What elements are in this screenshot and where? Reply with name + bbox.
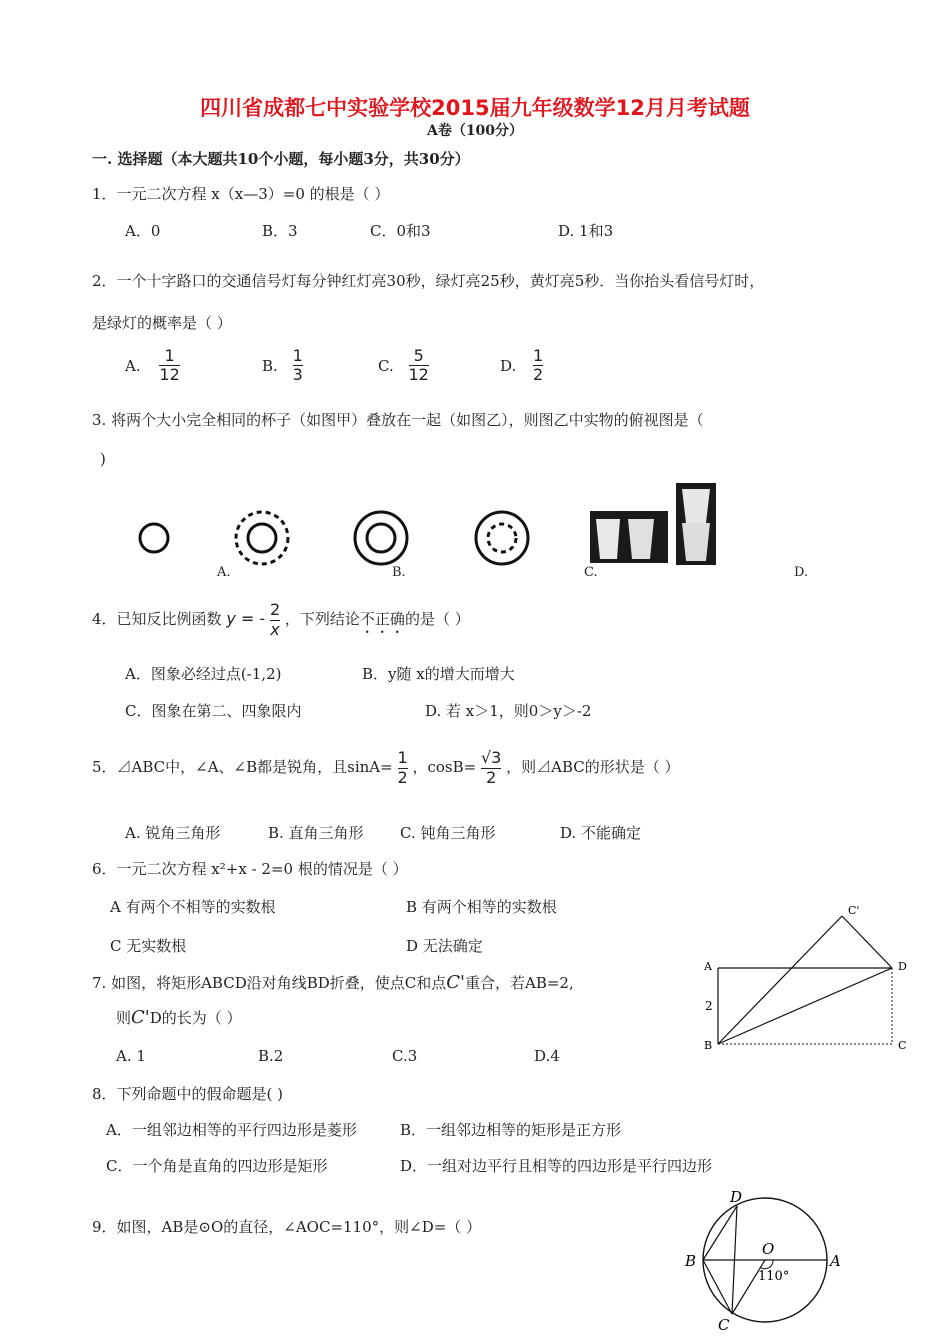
q3-option-b: B. <box>392 565 406 580</box>
q9-stem: 9．如图，AB是⊙O的直径，∠AOC=110°，则∠D=（ ） <box>92 1218 482 1236</box>
q2-stem-line2: 是绿灯的概率是（ ） <box>92 314 232 332</box>
cup-left-1 <box>596 519 620 559</box>
q2-option-d <box>500 347 543 385</box>
q7-stem-line1 <box>92 972 574 993</box>
page-subtitle: A卷（100分） <box>426 123 524 139</box>
q6-option-c: C 无实数根 <box>110 937 187 955</box>
q2-b-numerator: 1 <box>292 346 303 365</box>
q4-option-c: C．图象在第二、四象限内 <box>125 702 302 720</box>
q4-function-fraction <box>270 601 280 639</box>
q9-label-b: B <box>685 1252 697 1270</box>
q5-sin-denominator: 2 <box>397 767 408 787</box>
q2-option-d-fraction <box>533 347 543 385</box>
q5-option-c: C. 钝角三角形 <box>400 824 496 842</box>
cup-stacked-bottom <box>682 523 710 561</box>
q5-prefix: 5．⊿ABC中，∠A、∠B都是锐角，且sinA= <box>92 758 393 776</box>
q9-circle-figure <box>680 1186 850 1344</box>
q2-d-numerator: 1 <box>533 346 544 365</box>
q3-fig-a-circle <box>140 524 168 552</box>
q3-top-view-figures <box>130 505 550 575</box>
q2-option-a-label: A. <box>125 356 141 375</box>
q3-option-d: D. <box>794 565 809 580</box>
q3-fig-c-inner-circle <box>367 524 395 552</box>
q7-option-c: C.3 <box>392 1047 418 1065</box>
q7-label-c: C <box>898 1039 907 1052</box>
q4-emphasis-text: 不正确 <box>359 610 405 628</box>
q9-segment-bc <box>703 1260 732 1314</box>
q2-b-denominator: 3 <box>292 365 303 385</box>
cup-left-2 <box>628 519 654 559</box>
q4-option-a: A．图象必经过点(-1,2) <box>125 665 282 683</box>
q7-segment-cprime-d <box>842 916 892 968</box>
q8-option-a: A．一组邻边相等的平行四边形是菱形 <box>106 1121 357 1139</box>
q3-fig-c-outer-circle <box>355 512 407 564</box>
q1-option-b: B．3 <box>262 222 298 240</box>
q8-option-c: C．一个角是直角的四边形是矩形 <box>106 1157 328 1175</box>
q2-d-denominator: 2 <box>533 365 544 385</box>
q6-option-a: A 有两个不相等的实数根 <box>110 898 276 916</box>
q7-cprime-label: C' <box>446 972 465 993</box>
q8-stem: 8．下列命题中的假命题是( ) <box>92 1085 284 1103</box>
q4-suffix-b: 的是（ ） <box>404 610 470 628</box>
q9-label-o: O <box>762 1240 775 1258</box>
q3-fig-d-outer-circle <box>476 512 528 564</box>
q1-stem: 1．一元二次方程 x（x—3）=0 的根是（ ） <box>92 185 390 203</box>
q5-option-d: D. 不能确定 <box>560 824 642 842</box>
q2-c-numerator: 5 <box>413 346 424 365</box>
q7-label-cprime: C' <box>848 904 860 917</box>
q2-stem-line1: 2．一个十字路口的交通信号灯每分钟红灯亮30秒，绿灯亮25秒，黄灯亮5秒．当你抬头看信号灯时， <box>92 272 765 290</box>
q5-sin-numerator: 1 <box>397 748 408 768</box>
section-heading: 一. 选择题（本大题共10个小题，每小题3分，共30分） <box>92 150 470 168</box>
q9-label-d: D <box>730 1188 743 1206</box>
q7-label-b: B <box>704 1039 713 1052</box>
q5-cos-fraction <box>481 749 501 787</box>
q9-segment-bd <box>703 1206 737 1260</box>
q4-option-b: B．y随 x的增大而增大 <box>362 665 515 683</box>
q9-label-c: C <box>718 1316 730 1334</box>
q2-option-d-label: D. <box>500 356 517 375</box>
q7-option-b: B.2 <box>258 1047 284 1065</box>
q2-option-c-fraction <box>409 347 429 385</box>
q7-line1a: 7. 如图，将矩形ABCD沿对角线BD折叠，使点C和点 <box>92 974 447 992</box>
q8-option-b: B．一组邻边相等的矩形是正方形 <box>400 1121 622 1139</box>
q4-function-lhs: y = - <box>226 609 266 628</box>
q5-cos-numerator: √3 <box>480 748 502 768</box>
q1-option-a: A．0 <box>125 222 161 240</box>
q2-option-b <box>262 347 303 385</box>
q5-cos-denominator: 2 <box>486 767 497 787</box>
q3-option-c: C. <box>584 565 598 580</box>
q7-diagonal-bd <box>718 968 892 1044</box>
q8-option-d: D．一组对边平行且相等的四边形是平行四边形 <box>400 1157 713 1175</box>
q4-func-denominator: x <box>270 619 280 639</box>
q3-cups-photo <box>590 483 720 568</box>
q7-option-a: A. 1 <box>116 1047 146 1065</box>
q7-stem-line2 <box>116 1007 242 1028</box>
q5-option-b: B. 直角三角形 <box>268 824 364 842</box>
q5-mid: ，cosB= <box>412 758 477 776</box>
q2-option-c <box>378 347 429 385</box>
q3-stem-line1: 3. 将两个大小完全相同的杯子（如图甲）叠放在一起（如图乙），则图乙中实物的俯视图是（ <box>92 411 704 429</box>
q4-func-numerator: 2 <box>269 600 281 620</box>
q4-stem <box>92 596 470 642</box>
q7-line1b: 重合，若AB=2, <box>464 974 574 992</box>
q9-label-a: A <box>830 1252 841 1270</box>
q2-option-c-label: C. <box>378 356 394 375</box>
q1-option-c: C．0和3 <box>370 222 431 240</box>
q4-suffix-a: ，下列结论 <box>284 610 360 628</box>
q2-option-b-fraction <box>293 347 303 385</box>
cup-stacked-top <box>682 489 710 523</box>
q4-option-d: D. 若 x＞1，则0＞y＞-2 <box>425 702 592 720</box>
q4-prefix: 4．已知反比例函数 <box>92 610 222 628</box>
q7-label-d: D <box>898 960 907 973</box>
q6-option-d: D 无法确定 <box>406 937 483 955</box>
q3-fig-b-inner-circle <box>248 524 276 552</box>
q2-c-denominator: 12 <box>408 365 429 385</box>
q3-fig-b-outer-circle <box>236 512 288 564</box>
q5-suffix: ，则⊿ABC的形状是（ ） <box>506 758 680 776</box>
q7-segment-bcprime <box>718 916 842 1044</box>
q3-option-a: A. <box>217 565 231 580</box>
q7-label-length: 2 <box>705 999 713 1013</box>
q5-option-a: A. 锐角三角形 <box>125 824 221 842</box>
q2-option-a-fraction <box>159 347 179 385</box>
q2-option-a <box>125 347 180 385</box>
q3-fig-d-inner-circle <box>488 524 516 552</box>
q5-sin-fraction <box>398 749 408 787</box>
q6-option-b: B 有两个相等的实数根 <box>406 898 557 916</box>
q2-a-denominator: 12 <box>159 365 180 385</box>
q5-stem <box>92 742 680 792</box>
q6-stem: 6．一元二次方程 x²+x - 2=0 根的情况是（ ） <box>92 860 408 878</box>
q2-option-b-label: B. <box>262 356 278 375</box>
q3-stem-line2: ) <box>100 450 106 468</box>
q2-a-numerator: 1 <box>164 346 175 365</box>
q9-angle-label: 110° <box>758 1269 790 1284</box>
q7-line2b: D的长为（ ） <box>149 1009 242 1027</box>
page-title: 四川省成都七中实验学校2015届九年级数学12月月考试题 <box>200 96 750 120</box>
q7-label-a: A <box>704 960 712 973</box>
q7-cprime-label-2: C' <box>131 1007 150 1028</box>
q1-option-d: D. 1和3 <box>558 222 614 240</box>
q7-line2a: 则 <box>116 1009 132 1027</box>
q7-option-d: D.4 <box>534 1047 560 1065</box>
q7-rectangle-fold-figure <box>690 900 920 1060</box>
